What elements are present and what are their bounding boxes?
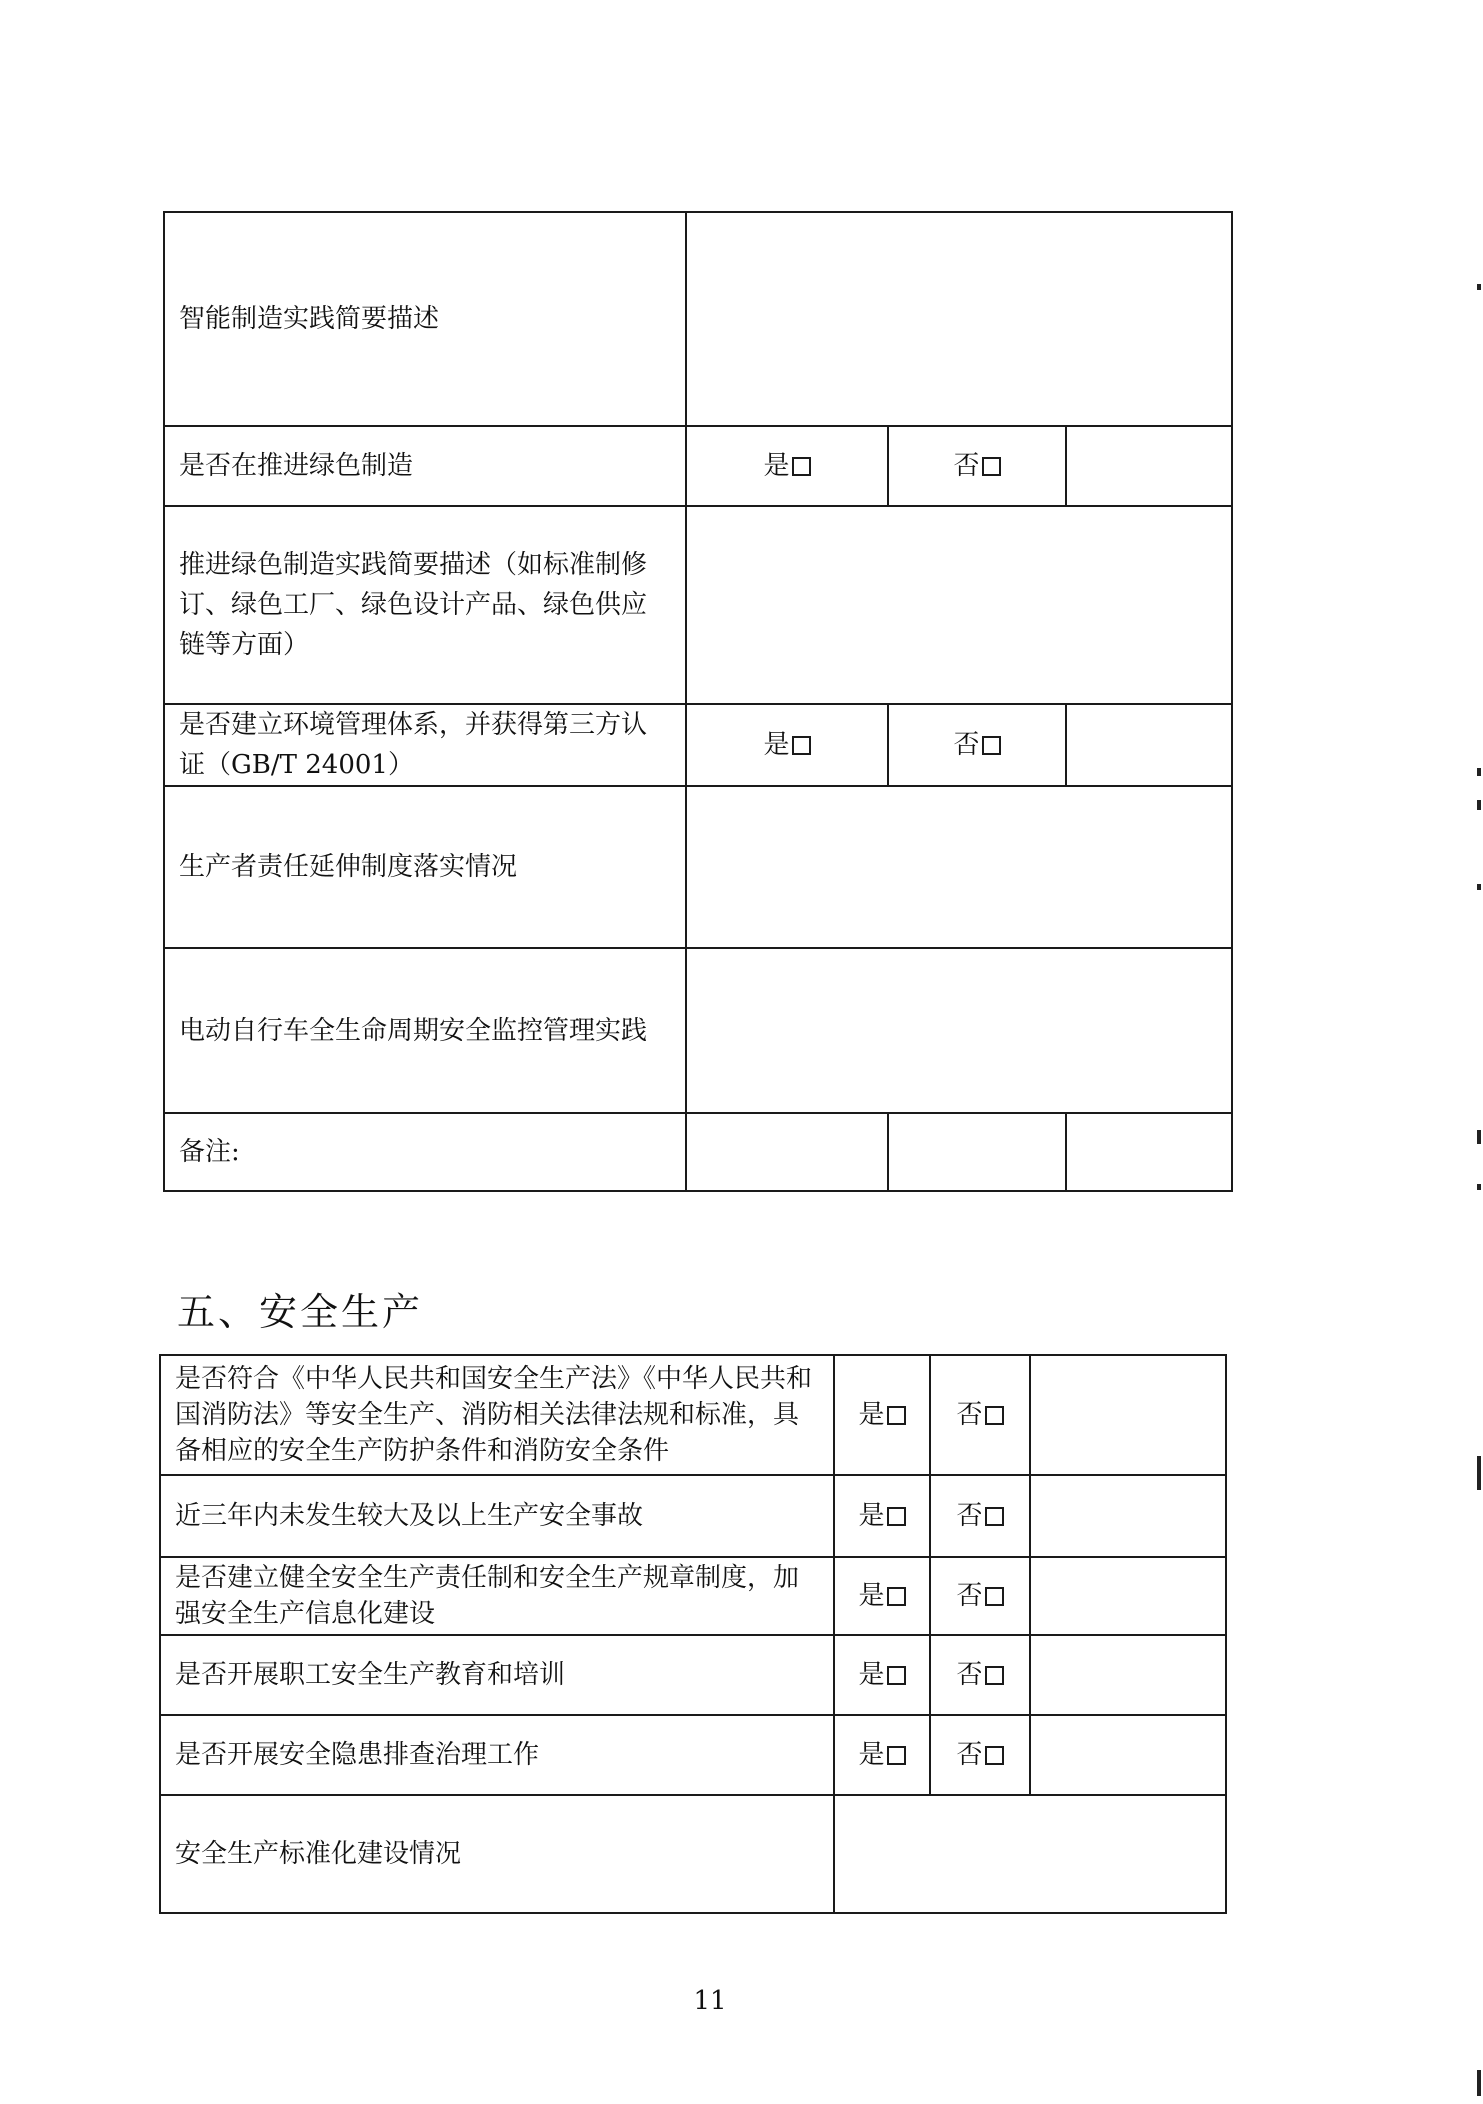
- no-checkbox[interactable]: [985, 1587, 1004, 1606]
- scan-speck: [1477, 1456, 1481, 1490]
- no-option[interactable]: [888, 704, 1066, 786]
- table-row: [160, 1635, 1226, 1715]
- yes-option[interactable]: [834, 1715, 930, 1795]
- table-row: [160, 1715, 1226, 1795]
- table-row: [164, 212, 1232, 426]
- yes-option[interactable]: [686, 704, 888, 786]
- scan-speck: [1477, 768, 1481, 776]
- yes-option[interactable]: [686, 426, 888, 506]
- no-label: 否: [956, 1400, 983, 1430]
- blank-cell[interactable]: [1030, 1475, 1226, 1557]
- remarks-cell[interactable]: [1066, 1113, 1232, 1191]
- blank-cell[interactable]: [1030, 1355, 1226, 1475]
- no-checkbox[interactable]: [985, 1507, 1004, 1526]
- yes-option[interactable]: [834, 1355, 930, 1475]
- no-label: 否: [956, 1660, 983, 1690]
- no-label: 否: [956, 1501, 983, 1531]
- yes-option[interactable]: [834, 1635, 930, 1715]
- row-label: 是否开展职工安全生产教育和培训: [160, 1635, 834, 1715]
- description-field[interactable]: [686, 506, 1232, 704]
- remarks-label: 备注:: [164, 1113, 686, 1191]
- no-option[interactable]: [930, 1557, 1030, 1635]
- row-label: 智能制造实践简要描述: [164, 212, 686, 426]
- yes-option[interactable]: [834, 1557, 930, 1635]
- no-option[interactable]: [888, 426, 1066, 506]
- yes-checkbox[interactable]: [887, 1587, 906, 1606]
- yes-label: 是: [858, 1400, 885, 1430]
- green-manufacturing-table: [163, 211, 1233, 1192]
- yes-checkbox[interactable]: [887, 1406, 906, 1425]
- scan-speck: [1477, 1130, 1481, 1144]
- yes-option[interactable]: [834, 1475, 930, 1557]
- row-label: 推进绿色制造实践简要描述（如标准制修订、绿色工厂、绿色设计产品、绿色供应链等方面）: [164, 506, 686, 704]
- no-checkbox[interactable]: [985, 1406, 1004, 1425]
- no-label: 否: [953, 451, 980, 481]
- yes-label: 是: [858, 1740, 885, 1770]
- scan-speck: [1477, 800, 1481, 810]
- description-field[interactable]: [834, 1795, 1226, 1913]
- description-field[interactable]: [686, 212, 1232, 426]
- safety-production-table: [159, 1354, 1227, 1914]
- yes-checkbox[interactable]: [792, 736, 811, 755]
- no-label: 否: [953, 730, 980, 760]
- table-row: [160, 1475, 1226, 1557]
- no-option[interactable]: [930, 1475, 1030, 1557]
- yes-checkbox[interactable]: [887, 1666, 906, 1685]
- no-checkbox[interactable]: [982, 736, 1001, 755]
- yes-checkbox[interactable]: [792, 457, 811, 476]
- description-field[interactable]: [686, 948, 1232, 1113]
- blank-cell[interactable]: [1030, 1635, 1226, 1715]
- table-row: [160, 1795, 1226, 1913]
- no-label: 否: [956, 1740, 983, 1770]
- table-row: [160, 1355, 1226, 1475]
- no-option[interactable]: [930, 1715, 1030, 1795]
- remarks-cell[interactable]: [888, 1113, 1066, 1191]
- no-option[interactable]: [930, 1355, 1030, 1475]
- no-label: 否: [956, 1581, 983, 1611]
- description-field[interactable]: [686, 786, 1232, 948]
- yes-checkbox[interactable]: [887, 1507, 906, 1526]
- page-number: 11: [693, 1986, 727, 2016]
- yes-label: 是: [858, 1581, 885, 1611]
- row-label: 是否符合《中华人民共和国安全生产法》《中华人民共和国消防法》等安全生产、消防相关法律法规和标准，具备相应的安全生产防护条件和消防安全条件: [160, 1355, 834, 1475]
- section-title: 五、安全生产: [177, 1290, 424, 1334]
- scan-speck: [1477, 1184, 1481, 1190]
- scan-speck: [1477, 284, 1481, 290]
- row-label: 电动自行车全生命周期安全监控管理实践: [164, 948, 686, 1113]
- table-row: [164, 704, 1232, 786]
- yes-label: 是: [763, 451, 790, 481]
- row-label: 是否在推进绿色制造: [164, 426, 686, 506]
- blank-cell[interactable]: [1066, 426, 1232, 506]
- row-label: 安全生产标准化建设情况: [160, 1795, 834, 1913]
- yes-checkbox[interactable]: [887, 1746, 906, 1765]
- row-label: 生产者责任延伸制度落实情况: [164, 786, 686, 948]
- yes-label: 是: [858, 1660, 885, 1690]
- row-label: 是否建立环境管理体系，并获得第三方认证（GB/T 24001）: [164, 704, 686, 786]
- blank-cell[interactable]: [1030, 1557, 1226, 1635]
- row-label: 近三年内未发生较大及以上生产安全事故: [160, 1475, 834, 1557]
- table-row: [164, 1113, 1232, 1191]
- blank-cell[interactable]: [1030, 1715, 1226, 1795]
- table-row: [160, 1557, 1226, 1635]
- yes-label: 是: [763, 730, 790, 760]
- no-checkbox[interactable]: [985, 1746, 1004, 1765]
- yes-label: 是: [858, 1501, 885, 1531]
- row-label: 是否建立健全安全生产责任制和安全生产规章制度，加强安全生产信息化建设: [160, 1557, 834, 1635]
- blank-cell[interactable]: [1066, 704, 1232, 786]
- scan-speck: [1477, 884, 1481, 890]
- row-label: 是否开展安全隐患排查治理工作: [160, 1715, 834, 1795]
- no-option[interactable]: [930, 1635, 1030, 1715]
- table-row: [164, 948, 1232, 1113]
- table-row: [164, 426, 1232, 506]
- no-checkbox[interactable]: [985, 1666, 1004, 1685]
- scan-speck: [1477, 2070, 1481, 2096]
- no-checkbox[interactable]: [982, 457, 1001, 476]
- table-row: [164, 786, 1232, 948]
- remarks-cell[interactable]: [686, 1113, 888, 1191]
- table-row: [164, 506, 1232, 704]
